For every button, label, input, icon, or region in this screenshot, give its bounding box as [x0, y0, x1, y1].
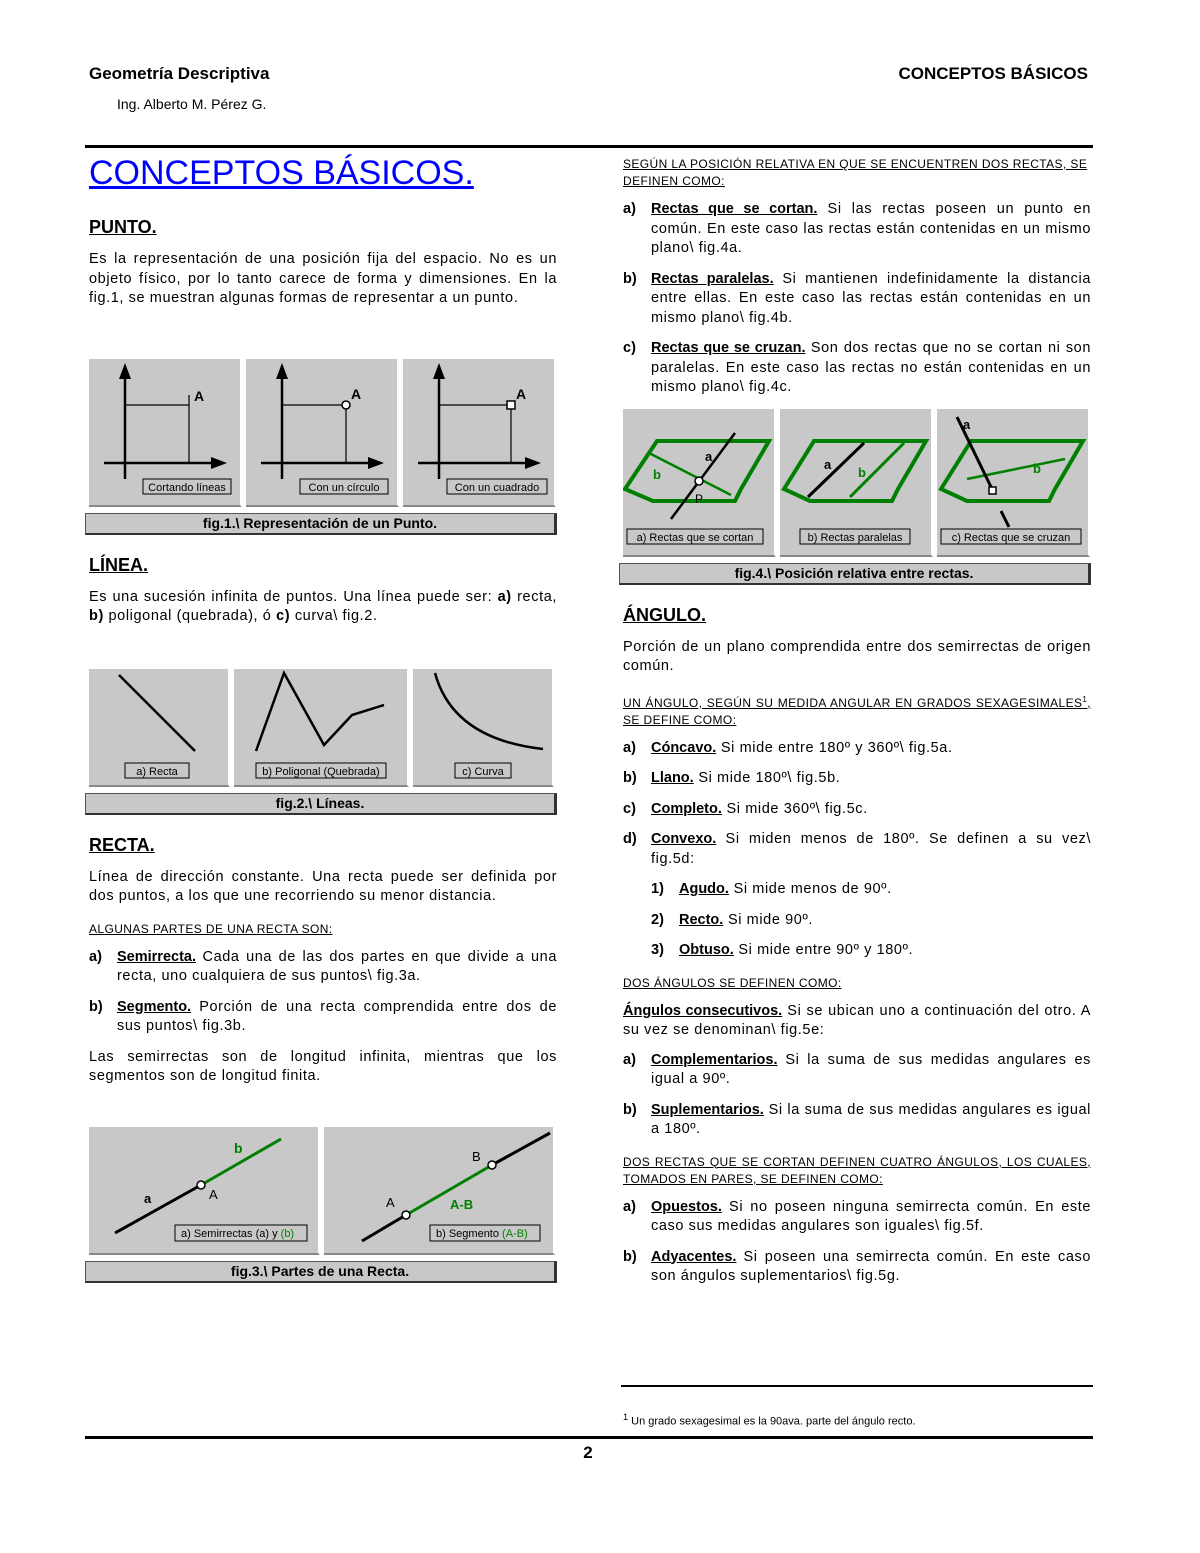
fig1-point-label-a: A: [194, 387, 205, 404]
fig4c-label-b: b: [1033, 460, 1041, 476]
fig4a-label-p: P: [695, 491, 704, 506]
fig2-recta-diagram: [89, 669, 230, 787]
angulo-item3-a: a) Opuestos. Si no poseen ninguna semirrecta común. En este caso sus medidas angulares son iguales\ fig.5f.: [623, 1198, 1091, 1234]
punto-text: Es la representación de una posición fija del espacio. No es un objeto físico, por lo tanto carece de forma y dimensiones. En la fig.1, se muestran algunas formas de representar a un punto.: [89, 251, 557, 306]
fig4: [623, 409, 1091, 557]
page-title: CONCEPTOS BÁSICOS.: [89, 154, 474, 192]
angulo-subheading-2: DOS ÁNGULOS SE DEFINEN COMO:: [623, 975, 842, 990]
posicion-item-a: a) Rectas que se cortan. Si las rectas poseen un punto en común. En este caso las rectas están contenidas en un mismo plano\ fig.4a.: [623, 201, 1091, 256]
fig4a-label-b: b: [653, 466, 661, 482]
angulo-subitem-1: 1) Agudo. Si mide menos de 90º.: [651, 881, 892, 897]
left-column: [89, 150, 557, 1293]
angulo-subheading-1: UN ÁNGULO, SEGÚN SU MEDIDA ANGULAR EN GRADOS SEXAGESIMALES$^1$, SE DEFINE COMO:: [623, 694, 1091, 727]
posicion-item-c: c) Rectas que se cruzan. Son dos rectas que no se cortan ni son paralelas. En este caso las rectas no están contenidas en un mismo plano\ fig.4c.: [623, 340, 1091, 395]
header-rule: [85, 145, 1093, 148]
footnote: $^1$ Un grado sexagesimal es la 90ava. parte del ángulo recto.: [623, 1412, 916, 1428]
angulo-item2-b: b) Suplementarios. Si la suma de sus medidas angulares es igual a 180º.: [623, 1101, 1091, 1137]
fig4a-label-a: a: [705, 448, 713, 464]
fig1-caption: fig.1.\ Representación de un Punto.: [85, 513, 557, 535]
angulo-subheading-3: DOS RECTAS QUE SE CORTAN DEFINEN CUATRO ÁNGULOS, LOS CUALES, TOMADOS EN PARES, SE DEFINEN COMO:: [623, 1154, 1091, 1186]
linea-heading: LÍNEA.: [89, 554, 149, 575]
fig1: [89, 359, 557, 507]
angulo-item-d: d) Convexo. Si miden menos de 180º. Se definen a su vez\ fig.5d:: [623, 831, 1091, 867]
angulo-item2-a: a) Complementarios. Si la suma de sus medidas angulares es igual a 90º.: [623, 1051, 1091, 1087]
fig2-label-a: a) Recta: [136, 765, 178, 778]
angulo-text: Porción de un plano comprendida entre dos semirrectas de origen común.: [623, 638, 1091, 674]
fig3-semirrectas-diagram: [89, 1127, 320, 1255]
fig1-label-a: Cortando líneas: [148, 481, 226, 494]
fig3-label-semirrectas: a) Semirrectas (a) y (b): [181, 1227, 295, 1240]
fig4b-label-a: a: [824, 456, 832, 472]
fig4-cruzan-diagram: [937, 409, 1090, 557]
fig4-caption: fig.4.\ Posición relativa entre rectas.: [619, 563, 1091, 585]
angulo-item-a: a) Cóncavo. Si mide entre 180º y 360º\ fig.5a.: [623, 739, 953, 756]
fig2-label-c: c) Curva: [462, 765, 504, 778]
fig1-point-label-c: A: [516, 385, 527, 402]
fig2-poligonal-diagram: [234, 669, 409, 787]
angulo-subitem-3: 3) Obtuso. Si mide entre 90º y 180º.: [651, 942, 914, 958]
header-topic: CONCEPTOS BÁSICOS: [898, 64, 1088, 83]
fig3-segmento-diagram: [324, 1127, 555, 1255]
fig2: [89, 669, 557, 787]
fig4-label-c: c) Rectas que se cruzan: [951, 531, 1071, 544]
fig4-label-a: a) Rectas que se cortan: [636, 531, 754, 544]
page-number: 2: [583, 1443, 593, 1462]
fig2-curva-diagram: [413, 669, 554, 787]
fig1-point-label-b: A: [351, 385, 362, 402]
fig3-point-label-a: A: [386, 1194, 395, 1210]
recta-subheading: ALGUNAS PARTES DE UNA RECTA SON:: [89, 921, 333, 936]
fig4b-label-b: b: [858, 464, 866, 480]
fig1-circle-diagram: [246, 359, 399, 507]
fig2-caption: fig.2.\ Líneas.: [85, 793, 557, 815]
fig3-point-label-b: B: [472, 1148, 481, 1164]
fig3-label-a: a: [144, 1190, 152, 1206]
recta-heading: RECTA.: [89, 834, 155, 855]
angulo-subitem-2: 2) Recto. Si mide 90º.: [651, 911, 813, 928]
fig3-point-a: A: [209, 1186, 218, 1202]
fig1-square-diagram: [403, 359, 556, 507]
recta-note: Las semirrectas son de longitud infinita, mientras que los segmentos son de longitud finita.: [89, 1048, 557, 1084]
header-subject: Geometría Descriptiva: [89, 64, 270, 83]
fig3-label-segmento: b) Segmento (A-B): [436, 1227, 528, 1240]
fig2-label-b: b) Poligonal (Quebrada): [262, 765, 380, 778]
fig3-caption: fig.3.\ Partes de una Recta.: [85, 1261, 557, 1283]
recta-item-a: a) Semirrecta. Cada una de las dos partes en que divide a una recta, uno cualquiera de sus puntos\ fig.3a.: [89, 948, 557, 984]
linea-text: Es una sucesión infinita de puntos. Una línea puede ser: a) recta, b) poligonal (quebrada), ó c) curva\ fig.2.: [89, 588, 557, 624]
fig4-paralelas-diagram: [780, 409, 933, 557]
angulo-item3-b: b) Adyacentes. Si poseen una semirrecta común. En este caso son ángulos suplementarios\ fig.5g.: [623, 1248, 1091, 1284]
posicion-item-b: b) Rectas paralelas. Si mantienen indefinidamente la distancia entre ellas. En este caso las rectas están contenidas en un mismo plano\ fig.4b.: [623, 270, 1091, 326]
fig3: [89, 1127, 557, 1255]
punto-heading: PUNTO.: [89, 217, 157, 237]
fig1-label-b: Con un círculo: [308, 481, 380, 494]
recta-item-b: b) Segmento. Porción de una recta comprendida entre dos de sus puntos\ fig.3b.: [89, 998, 557, 1034]
fig3-label-b: b: [234, 1139, 243, 1156]
angulo-item-c: c) Completo. Si mide 360º\ fig.5c.: [623, 800, 868, 817]
right-column: [623, 150, 1091, 1298]
angulo-item-b: b) Llano. Si mide 180º\ fig.5b.: [623, 770, 841, 786]
fig4-label-b: b) Rectas paralelas: [807, 531, 903, 544]
fig1-lines-diagram: [89, 359, 242, 507]
fig4-cortan-diagram: [623, 409, 776, 557]
posicion-subheading: SEGÚN LA POSICIÓN RELATIVA EN QUE SE ENCUENTREN DOS RECTAS, SE DEFINEN COMO:: [623, 157, 1088, 188]
footnote-rule: [621, 1385, 1093, 1387]
recta-text: Línea de dirección constante. Una recta puede ser definida por dos puntos, a los que une recorriendo su menor distancia.: [89, 868, 557, 904]
fig1-label-c: Con un cuadrado: [454, 481, 540, 494]
angulo-consecutivos: Ángulos consecutivos. Si se ubican uno a continuación del otro. A su vez se denominan\ fig.5e:: [623, 1002, 1091, 1038]
angulo-heading: ÁNGULO.: [623, 604, 706, 625]
fig3-seg-label: A-B: [450, 1196, 474, 1212]
header-author: Ing. Alberto M. Pérez G.: [117, 96, 267, 112]
footer-rule: [85, 1436, 1093, 1439]
fig4c-label-a: a: [963, 416, 971, 432]
